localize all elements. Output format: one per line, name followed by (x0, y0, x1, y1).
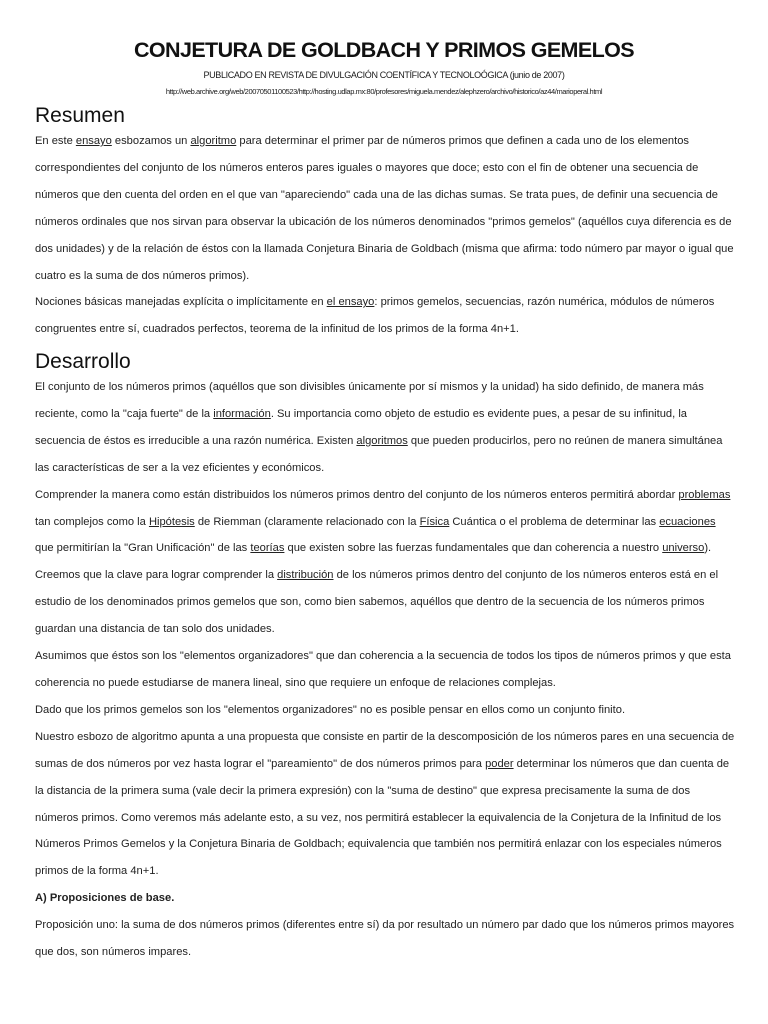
text-run: que pueden producirlos, pero no reúnen de manera simultánea las características de ser a la vez eficientes y económicos. (35, 434, 723, 474)
section-a-heading: A) Proposiciones de base. (35, 892, 175, 905)
text-run: Cuántica o el problema de determinar las (449, 515, 660, 528)
link-hipotesis[interactable]: Hipótesis (148, 515, 195, 528)
desarrollo-paragraph-6 (35, 724, 735, 885)
resumen-paragraph-2 (35, 289, 735, 343)
text-run: de los números primos dentro del conjunto de los números enteros está en el estudio de los denominados primos gemelos que son, como bien sabemos, aquéllos que dentro de la secuencia de los números primos guardan una distancia de tan solo dos unidades. (35, 569, 719, 636)
text-run: esbozamos un (111, 135, 191, 147)
link-ecuaciones[interactable]: ecuaciones (659, 515, 716, 528)
link-algoritmos[interactable]: algoritmos (356, 434, 408, 447)
resumen-paragraph-1 (35, 128, 735, 289)
source-url: http://web.archive.org/web/20070501100523/http://hosting.udlap.mx:80/profesores/miguela.mendez/alephzero/archivo/historico/az44/marioperal.html (165, 87, 603, 96)
text-run: En este (35, 135, 76, 147)
desarrollo-paragraph-7: Proposición uno: la suma de dos números primos (diferentes entre sí) da por resultado un número par dado que los números primos mayores que dos, son números impares. (35, 919, 735, 959)
heading-resumen: Resumen (35, 104, 125, 127)
link-universo[interactable]: universo (662, 542, 705, 555)
link-ensayo[interactable]: ensayo (75, 135, 112, 147)
text-run: ). (704, 542, 712, 555)
text-run: de Riemman (claramente relacionado con la (194, 515, 420, 528)
text-run: tan complejos como la (35, 515, 149, 528)
link-distribucion[interactable]: distribución (277, 569, 334, 582)
text-run: que existen sobre las fuerzas fundamentales que dan coherencia a nuestro (284, 542, 663, 555)
link-informacion[interactable]: información (213, 407, 271, 420)
text-run: : primos gemelos, secuencias, razón numérica, módulos de números congruentes entre sí, cuadrados perfectos, teorema de la infinitud de los primos de la forma 4n+1. (35, 296, 715, 336)
desarrollo-paragraph-2 (35, 482, 735, 563)
link-fisica[interactable]: Física (419, 515, 450, 528)
text-run: Nociones básicas manejadas explícita o implícitamente en (35, 296, 327, 309)
text-run: para determinar el primer par de números primos que definen a cada uno de los elementos correspondientes del conjunto de los números enteros pares iguales o mayores que doce; esto con el fin de obtener una secuencia de números que den cuenta del orden en el que van "apareciendo" cada una de las dichas sumas. Se trata pues, de definir una secuencia de números ordinales que nos sirvan para observar la ubicación de los números denominados "primos gemelos" (aquéllos cuya diferencia es de dos unidades) y de la relación de éstos con la llamada Conjetura Binaria de Goldbach (misma que afirma: todo número par mayor o igual que cuatro es la suma de dos números primos). (35, 135, 734, 282)
desarrollo-paragraph-5: Dado que los primos gemelos son los "elementos organizadores" no es posible pensar en ellos como un conjunto finito. (35, 703, 626, 716)
desarrollo-section (35, 374, 735, 966)
link-algoritmo[interactable]: algoritmo (190, 135, 237, 147)
desarrollo-paragraph-3 (35, 562, 735, 643)
link-el-ensayo[interactable]: el ensayo (326, 296, 375, 309)
heading-desarrollo: Desarrollo (35, 350, 131, 373)
link-problemas[interactable]: problemas (678, 488, 731, 501)
text-run: . Su importancia como objeto de estudio es evidente pues, a pesar de su infinitud, la secuencia de éstos es irreducible a una razón numérica. Existen (35, 407, 687, 447)
document-subtitle: PUBLICADO EN REVISTA DE DIVULGACIÓN COENTÍFICA Y TECNOLOÓGICA (junio de 2007) (203, 70, 565, 80)
text-run: El conjunto de los números primos (aquéllos que son divisibles únicamente por sí mismos y la unidad) ha sido definido, de manera más reciente, como la "caja fuerte" de la (35, 381, 704, 420)
text-run: determinar los números que dan cuenta de la distancia de la primera suma (vale decir la primera expresión) con la "suma de destino" que expresa precisamente la suma de dos números primos. Como veremos más adelante esto, a su vez, nos permitirá establecer la equivalencia de la Conjetura de la Infinitud de los Números Primos Gemelos y la Conjetura Binaria de Goldbach; equivalencia que también nos permitirá enlazar con los especiales números primos de la forma 4n+1. (35, 757, 730, 878)
desarrollo-paragraph-1 (35, 374, 735, 482)
text-run: Comprender la manera como están distribuidos los números primos dentro del conjunto de los números enteros permitirá abordar (35, 488, 679, 501)
desarrollo-paragraph-4: Asumimos que éstos son los "elementos organizadores" que dan coherencia a la secuencia de todos los tipos de números primos y que esta coherencia no puede estudiarse de manera lineal, sino que requiere un enfoque de relaciones complejas. (35, 650, 731, 689)
resumen-section (35, 128, 735, 343)
text-run: Nuestro esbozo de algoritmo apunta a una propuesta que consiste en partir de la descomposición de los números pares en una secuencia de sumas de dos números por vez hasta lograr el "pareamiento" de dos números primos para (35, 730, 735, 770)
document-title: CONJETURA DE GOLDBACH Y PRIMOS GEMELOS (133, 38, 635, 62)
text-run: que permitirían la "Gran Unificación" de las (35, 542, 251, 555)
link-poder[interactable]: poder (485, 757, 514, 770)
link-teorias[interactable]: teorías (250, 542, 285, 555)
text-run: Creemos que la clave para lograr comprender la (35, 569, 278, 582)
